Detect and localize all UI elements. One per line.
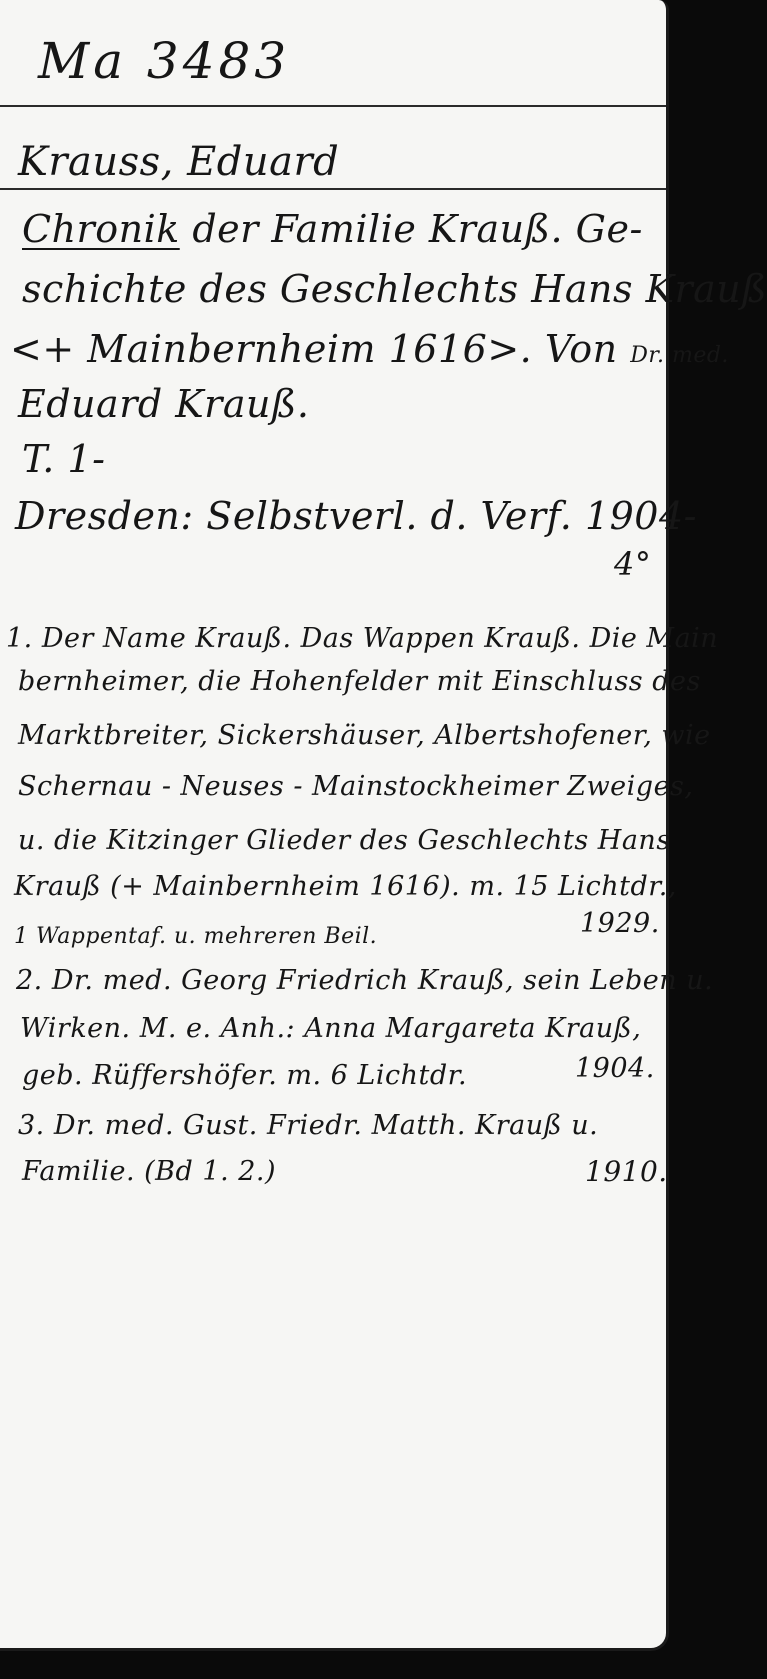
contents-year: 1904. <box>575 1053 655 1084</box>
contents-line: Familie. (Bd 1. 2.) <box>22 1156 277 1187</box>
contents-year: 1929. <box>580 908 660 939</box>
title-line-1-rest: der Familie Krauß. Ge- <box>179 207 643 251</box>
contents-line: Krauß (+ Mainbernheim 1616). m. 15 Lichtdr., <box>14 871 677 902</box>
title-line-4: Eduard Krauß. <box>18 382 310 426</box>
title-line-3-small: Dr. med. <box>630 343 729 368</box>
contents-line: Wirken. M. e. Anh.: Anna Margareta Krauß, <box>20 1013 642 1044</box>
title-line-1 <box>22 207 643 251</box>
author-divider <box>0 188 666 190</box>
title-line-2: schichte des Geschlechts Hans Krauß <box>22 267 767 311</box>
volume-statement: T. 1- <box>22 437 106 481</box>
contents-line: 2. Dr. med. Georg Friedrich Krauß, sein Leben u. <box>16 965 714 996</box>
contents-line: 1 Wappentaf. u. mehreren Beil. <box>14 924 378 949</box>
contents-line: Marktbreiter, Sickershäuser, Albertshofener, wie <box>18 720 711 751</box>
contents-line: 1. Der Name Krauß. Das Wappen Krauß. Die Main <box>6 623 719 654</box>
contents-line: bernheimer, die Hohenfelder mit Einschluss des <box>18 666 701 697</box>
contents-line: u. die Kitzinger Glieder des Geschlechts Hans <box>18 825 671 856</box>
contents-line: Schernau - Neuses - Mainstockheimer Zweiges, <box>18 771 694 802</box>
header-divider <box>0 105 666 107</box>
contents-line: geb. Rüffershöfer. m. 6 Lichtdr. <box>22 1060 468 1091</box>
title-line-3 <box>10 327 729 371</box>
contents-line: 3. Dr. med. Gust. Friedr. Matth. Krauß u. <box>18 1110 599 1141</box>
contents-year: 1910. <box>585 1155 668 1188</box>
scan-edge-mark <box>670 1290 680 1350</box>
title-line-3-main: <+ Mainbernheim 1616>. Von <box>10 327 618 371</box>
format: 4° <box>614 545 652 583</box>
shelfmark: Ma 3483 <box>38 32 291 90</box>
imprint: Dresden: Selbstverl. d. Verf. 1904- <box>15 494 697 538</box>
title-chronik: Chronik <box>22 207 180 251</box>
author-heading: Krauss, Eduard <box>18 139 340 185</box>
